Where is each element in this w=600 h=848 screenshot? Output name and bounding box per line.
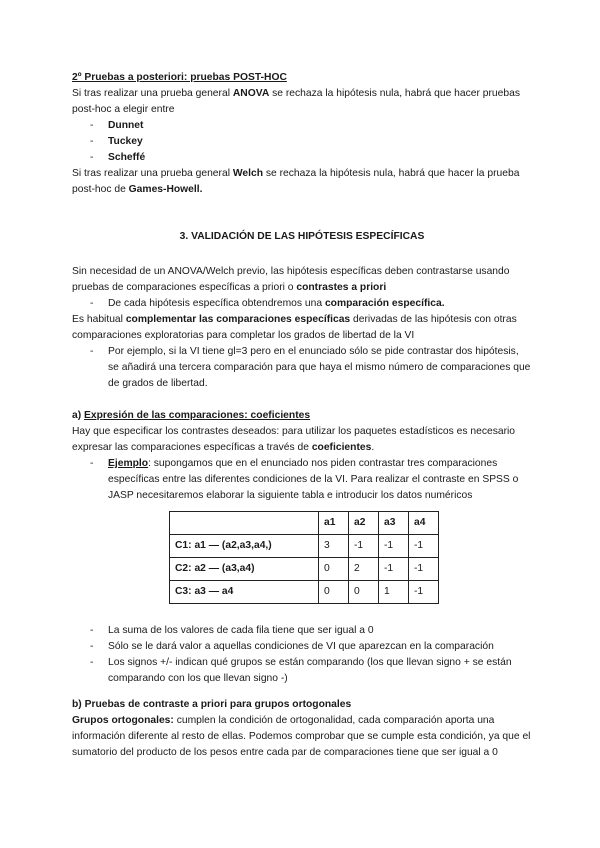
- table-header-cell: a1: [319, 512, 349, 535]
- table-row: [170, 581, 439, 604]
- table-cell: 0: [319, 581, 349, 604]
- table-cell: C2: a2 — (a3,a4): [170, 558, 319, 581]
- posthoc-anova-paragraph: Si tras realizar una prueba general ANOVA se rechaza la hipótesis nula, habrá que hacer pruebas post-hoc a elegir entre: [72, 88, 520, 115]
- section3-complement: Es habitual complementar las comparaciones específicas derivadas de las hipótesis con otras comparaciones exploratorias para completar los grados de libertad de la VI: [72, 314, 517, 341]
- table-cell: -1: [379, 535, 409, 558]
- table-cell: -1: [409, 535, 439, 558]
- table-header-cell: a3: [379, 512, 409, 535]
- section3-intro: Sin necesidad de un ANOVA/Welch previo, las hipótesis específicas deben contrastarse usando pruebas de comparaciones específicas a priori o contrastes a priori: [72, 266, 510, 293]
- section3-bullet-2: - Por ejemplo, si la VI tiene gl=3 pero en el enunciado sólo se pide contrastar dos hipótesis, se añadirá una tercera comparación para que haya el mismo número de comparaciones que de grados de libertad.: [90, 346, 531, 389]
- bullet-dash: -: [90, 136, 94, 147]
- table-cell: C3: a3 — a4: [170, 581, 319, 604]
- posthoc-test-item: - Dunnet: [72, 118, 532, 134]
- table-cell: -1: [349, 535, 379, 558]
- note-item: - Sólo se le dará valor a aquellas condiciones de VI que aparezcan en la comparación: [72, 639, 532, 655]
- section-a-paragraph: Hay que especificar los contrastes deseados: para utilizar los paquetes estadísticos es necesario expresar las comparaciones específicas a través de coeficientes.: [72, 426, 516, 453]
- table-cell: 0: [349, 581, 379, 604]
- bullet-dash: -: [90, 152, 94, 163]
- table-header-cell: a4: [409, 512, 439, 535]
- table-row: [170, 535, 439, 558]
- bullet-dash: -: [90, 458, 94, 469]
- table-cell: -1: [379, 558, 409, 581]
- posthoc-test-item: - Scheffé: [72, 150, 532, 166]
- table-header-row: [170, 512, 439, 535]
- table-cell: 0: [319, 558, 349, 581]
- section3-bullet-1: - De cada hipótesis específica obtendremos una comparación específica.: [72, 296, 532, 312]
- section-b-paragraph: Grupos ortogonales: cumplen la condición de ortogonalidad, cada comparación aporta una información diferente al resto de ellas. Podemos comprobar que se cumple esta condición, ya que el sumatorio del producto de los pesos entre cada par de comparaciones tiene que ser igual a 0: [72, 715, 531, 758]
- section-a-heading: a) Expresión de las comparaciones: coeficientes: [72, 410, 311, 421]
- table-header-cell: [170, 512, 319, 535]
- section-b-heading: b) Pruebas de contraste a priori para grupos ortogonales: [72, 699, 352, 710]
- coefficients-table: [169, 511, 439, 604]
- posthoc-welch-paragraph: Si tras realizar una prueba general Welch se rechaza la hipótesis nula, habrá que hacer la prueba post-hoc de Games-Howell.: [72, 168, 520, 195]
- bullet-dash: -: [90, 657, 94, 668]
- posthoc-heading: 2º Pruebas a posteriori: pruebas POST-HOC: [72, 72, 287, 83]
- bullet-dash: -: [90, 346, 94, 357]
- table-cell: -1: [409, 581, 439, 604]
- note-item: - La suma de los valores de cada fila tiene que ser igual a 0: [72, 623, 532, 639]
- table-cell: 1: [379, 581, 409, 604]
- table-row: [170, 558, 439, 581]
- table-cell: C1: a1 — (a2,a3,a4,): [170, 535, 319, 558]
- posthoc-test-item: - Tuckey: [72, 134, 532, 150]
- table-header-cell: a2: [349, 512, 379, 535]
- section-a-example: - Ejemplo: supongamos que en el enunciado nos piden contrastar tres comparaciones específicas entre las diferentes condiciones de la VI. Para realizar el contraste en SPSS o JASP necesitaremos elaborar la siguiente tabla e introducir los datos numéricos: [90, 458, 519, 501]
- bullet-dash: -: [90, 298, 94, 309]
- bullet-dash: -: [90, 625, 94, 636]
- table-cell: -1: [409, 558, 439, 581]
- bullet-dash: -: [90, 641, 94, 652]
- table-cell: 2: [349, 558, 379, 581]
- document-page: [72, 70, 532, 761]
- table-cell: 3: [319, 535, 349, 558]
- bullet-dash: -: [90, 120, 94, 131]
- section3-title: 3. VALIDACIÓN DE LAS HIPÓTESIS ESPECÍFICAS: [179, 231, 425, 242]
- note-item: - Los signos +/- indican qué grupos se están comparando (los que llevan signo + se están comparando con los que llevan signo -): [90, 657, 512, 684]
